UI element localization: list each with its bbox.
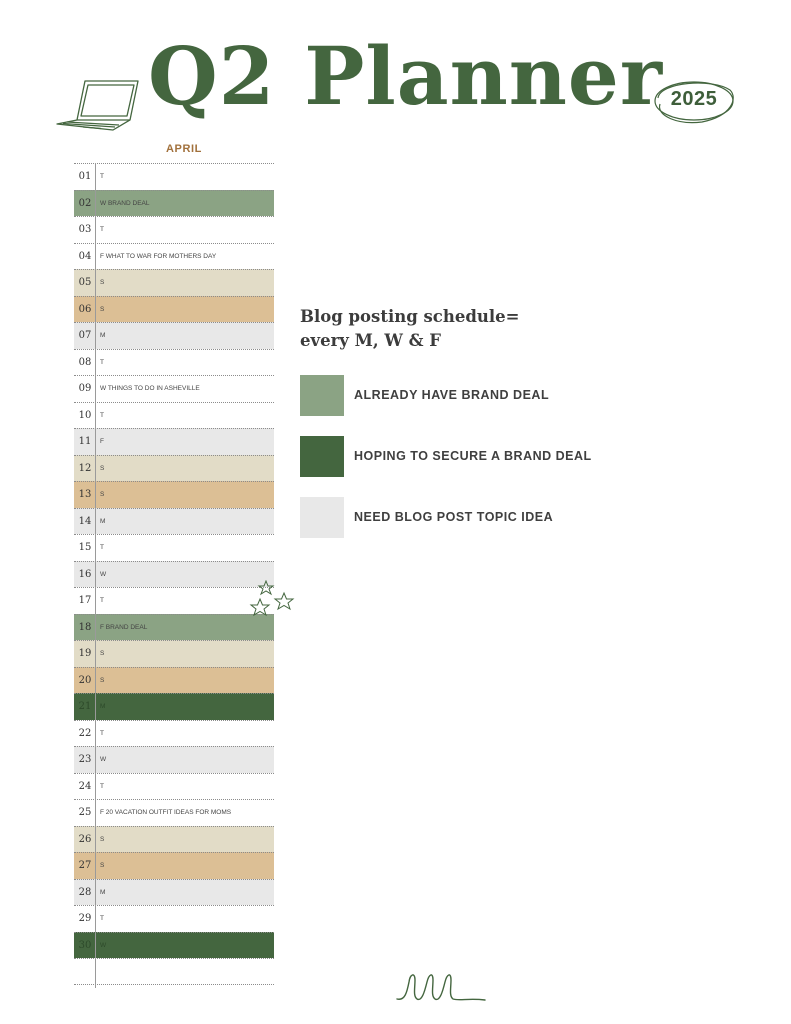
day-note: F BRAND DEAL <box>100 623 148 631</box>
day-row <box>74 243 274 270</box>
day-number: 17 <box>78 595 92 606</box>
day-row <box>74 852 274 879</box>
day-note: F WHAT TO WAR FOR MOTHERS DAY <box>100 252 217 260</box>
day-number: 29 <box>78 913 92 924</box>
calendar-list <box>74 163 274 985</box>
day-row <box>74 163 274 190</box>
day-note: F <box>100 438 104 445</box>
day-number: 25 <box>78 807 92 818</box>
day-row <box>74 746 274 773</box>
day-row <box>74 879 274 906</box>
day-row <box>74 826 274 853</box>
day-row <box>74 269 274 296</box>
day-number: 04 <box>78 250 92 262</box>
day-number: 12 <box>78 462 92 474</box>
page-title: Q2 Planner <box>148 29 663 123</box>
day-row <box>74 667 274 694</box>
day-note: T <box>100 782 104 790</box>
day-note: T <box>100 915 104 922</box>
day-row <box>74 720 274 747</box>
day-number: 22 <box>78 727 92 739</box>
day-row <box>74 349 274 376</box>
schedule-note <box>300 305 519 353</box>
day-number: 08 <box>78 356 92 368</box>
day-number: 16 <box>78 568 92 580</box>
day-note: W <box>100 941 107 949</box>
schedule-line-2: every M, W & F <box>300 331 441 350</box>
day-row <box>74 773 274 800</box>
day-number: 10 <box>78 409 92 421</box>
schedule-line-1: Blog posting schedule= <box>300 307 520 326</box>
legend-swatch-need-topic <box>300 497 344 538</box>
day-note: S <box>100 491 105 498</box>
day-note: T <box>100 226 104 233</box>
day-note: S <box>100 279 105 286</box>
day-number: 27 <box>78 860 92 871</box>
day-row <box>74 614 274 641</box>
day-row <box>74 428 274 455</box>
day-row <box>74 958 274 985</box>
day-row <box>74 190 274 217</box>
day-row <box>74 561 274 588</box>
day-note: S <box>100 305 105 313</box>
day-row <box>74 508 274 535</box>
day-row <box>74 375 274 402</box>
day-row <box>74 932 274 959</box>
day-note: S <box>100 676 105 684</box>
day-row <box>74 296 274 323</box>
day-note: T <box>100 597 104 604</box>
day-number: 02 <box>78 197 92 209</box>
calendar-divider <box>95 163 96 988</box>
day-note: F 20 VACATION OUTFIT IDEAS FOR MOMS <box>100 809 232 816</box>
legend-swatch-hoping-deal <box>300 436 344 477</box>
day-number: 19 <box>78 648 92 659</box>
year-label: 2025 <box>670 88 718 110</box>
day-row <box>74 534 274 561</box>
day-note: T <box>100 358 104 366</box>
day-number: 06 <box>78 303 92 315</box>
day-note: M <box>100 888 106 896</box>
day-number: 28 <box>78 886 92 898</box>
day-note: M <box>100 517 106 525</box>
day-number: 26 <box>78 833 92 845</box>
day-number: 11 <box>78 436 92 447</box>
day-number: 01 <box>78 171 92 182</box>
year-badge <box>652 76 736 126</box>
day-note: S <box>100 835 105 843</box>
day-number: 20 <box>78 674 92 686</box>
day-row <box>74 905 274 932</box>
day-number: 15 <box>78 542 92 553</box>
day-number: 21 <box>78 701 92 712</box>
day-note: S <box>100 650 105 657</box>
day-row <box>74 481 274 508</box>
day-note: W <box>100 570 107 578</box>
legend-label-need-topic: NEED BLOG POST TOPIC IDEA <box>354 510 554 524</box>
legend-label-brand-deal: ALREADY HAVE BRAND DEAL <box>354 388 550 402</box>
day-note: T <box>100 411 104 419</box>
day-note: S <box>100 464 105 472</box>
day-note: M <box>100 332 106 339</box>
day-note: W THINGS TO DO IN ASHEVILLE <box>100 385 200 392</box>
day-number: 14 <box>78 515 92 527</box>
day-note: T <box>100 729 104 737</box>
day-note: M <box>100 703 106 710</box>
day-number: 24 <box>78 780 92 792</box>
day-note: S <box>100 862 105 869</box>
day-row <box>74 693 274 720</box>
day-number: 03 <box>78 224 92 235</box>
day-number: 18 <box>78 621 92 633</box>
flourish-icon <box>395 968 491 1009</box>
day-number: 07 <box>78 330 92 341</box>
day-number: 09 <box>78 383 92 394</box>
day-number: 13 <box>78 489 92 500</box>
day-note: W BRAND DEAL <box>100 199 150 207</box>
day-number: 23 <box>78 754 92 765</box>
day-row <box>74 587 274 614</box>
day-note: T <box>100 173 104 180</box>
day-note: W <box>100 756 107 763</box>
day-row <box>74 322 274 349</box>
laptop-icon <box>55 78 141 137</box>
day-row <box>74 402 274 429</box>
stars-icon <box>246 580 296 627</box>
legend-swatch-brand-deal <box>300 375 344 416</box>
day-number: 05 <box>78 277 92 288</box>
day-row <box>74 640 274 667</box>
day-row <box>74 799 274 826</box>
day-number: 30 <box>78 939 92 951</box>
day-note: T <box>100 544 104 551</box>
day-row <box>74 455 274 482</box>
legend-label-hoping-deal: HOPING TO SECURE A BRAND DEAL <box>354 449 592 463</box>
day-row <box>74 216 274 243</box>
month-label: APRIL <box>166 143 202 155</box>
